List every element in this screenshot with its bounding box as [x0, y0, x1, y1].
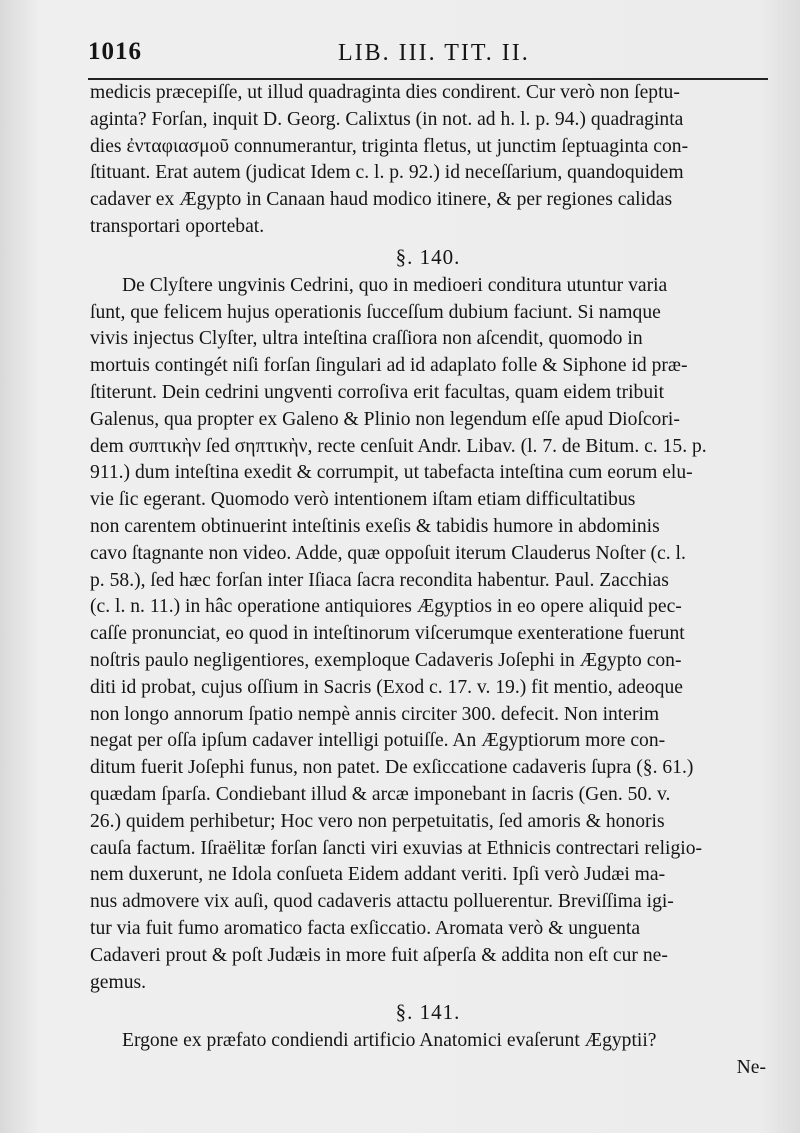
- text-line: tur via fuit fumo aromatico facta exſiccatio. Aromata verò & unguenta: [90, 917, 641, 939]
- text-line: dem συπτικὴν ſed σηπτικὴν, recte cenſuit Andr. Libav. (l. 7. de Bitum. c. 15. p.: [90, 435, 707, 457]
- text-line: 911.) dum inteſtina exedit & corrumpit, ut tabefacta inteſtina cum eorum elu-: [90, 462, 693, 484]
- text-line: Ergone ex præfato condiendi artificio Anatomici evaſerunt Ægyptii?: [122, 1030, 657, 1052]
- text-line: nem duxerunt, ne Idola conſueta Eidem addant veriti. Ipſi verò Judæi ma-: [90, 864, 666, 886]
- text-line: ſtituant. Erat autem (judicat Idem c. l. p. 92.) id neceſſarium, quandoquidem: [90, 162, 684, 184]
- text-line: dies ἐνταφιασμοῦ connumerantur, triginta fletus, ut junctim ſeptuaginta con-: [90, 135, 689, 157]
- text-line: cavo ſtagnante non video. Adde, quæ oppoſuit iterum Clauderus Noſter (c. l.: [90, 542, 686, 564]
- text-line: Galenus, qua propter ex Galeno & Plinio non legendum eſſe apud Dioſcori-: [90, 408, 680, 430]
- text-line: Cadaveri prout & poſt Judæis in more fuit aſperſa & addita non eſt cur ne-: [90, 944, 668, 966]
- text-line: ſtiterunt. Dein cedrini ungventi corroſiva erit facultas, quam eidem tribuit: [90, 381, 665, 403]
- page-header: [88, 34, 768, 80]
- text-line: aginta? Forſan, inquit D. Georg. Calixtus (in not. ad h. l. p. 94.) quadraginta: [90, 108, 684, 130]
- text-line: vie ſic egerant. Quomodo verò intentionem iſtam etiam difficultatibus: [90, 489, 636, 511]
- text-line: non longo annorum ſpatio nempè annis circiter 300. defecit. Non interim: [90, 703, 660, 725]
- section-number: §. 140.: [395, 244, 461, 269]
- text-line: cadaver ex Ægypto in Canaan haud modico itinere, & per regiones calidas: [90, 189, 673, 211]
- text-line: cauſa factum. Iſraëlitæ forſan ſancti viri exuvias at Ethnicis contrectari religio-: [90, 837, 703, 859]
- body-text: [90, 80, 766, 1082]
- text-line: negat per oſſa ipſum cadaver intelligi potuiſſe. An Ægyptiorum more con-: [90, 730, 666, 752]
- text-line: diti id probat, cujus oſſium in Sacris (Exod c. 17. v. 19.) fit mentio, adeoque: [90, 676, 683, 698]
- text-line: quædam ſparſa. Condiebant illud & arcæ imponebant in ſacris (Gen. 50. v.: [90, 783, 671, 805]
- text-line: nus admovere vix auſi, quod cadaveris attactu polluerentur. Breviſſima igi-: [90, 891, 674, 913]
- text-line: p. 58.), ſed hæc forſan inter Iſiaca ſacra recondita habentur. Paul. Zacchias: [90, 569, 669, 591]
- text-line: transportari oportebat.: [90, 215, 265, 237]
- page-number: 1016: [88, 38, 142, 65]
- text-line: noſtris paulo negligentiores, exemploque Cadaveris Joſephi in Ægypto con-: [90, 649, 682, 671]
- text-line: non carentem obtinuerint inteſtinis exeſis & tabidis humore in abdominis: [90, 515, 660, 537]
- section-number: §. 141.: [395, 1000, 461, 1025]
- text-line: gemus.: [90, 971, 147, 993]
- text-line: 26.) quidem perhibetur; Hoc vero non perpetuitatis, ſed amoris & honoris: [90, 810, 665, 832]
- text-line: medicis præcepiſſe, ut illud quadraginta dies condirent. Cur verò non ſeptu-: [90, 82, 680, 103]
- text-line: caſſe pronunciat, eo quod in inteſtinorum viſcerumque exenteratione fuerunt: [90, 623, 685, 645]
- running-title: LIB. III. TIT. II.: [338, 40, 530, 66]
- text-line: ſunt, que felicem hujus operationis ſucceſſum dubium faciunt. Si namque: [90, 301, 661, 323]
- text-line: ditum fuerit Joſephi funus, non patet. De exſiccatione cadaveris ſupra (§. 61.): [90, 757, 694, 779]
- text-line: vivis injectus Clyſter, ultra inteſtina craſſiora non aſcendit, quomodo in: [90, 328, 643, 350]
- text-line: (c. l. n. 11.) in hâc operatione antiquiores Ægyptios in eo opere aliquid pec-: [90, 596, 682, 618]
- text-line: De Clyſtere ungvinis Cedrini, quo in medioeri conditura utuntur varia: [122, 274, 668, 296]
- text-line: Ne-: [736, 1057, 766, 1079]
- text-line: mortuis contingét niſi forſan ſingulari ad id adaplato folle & Siphone id præ-: [90, 355, 688, 377]
